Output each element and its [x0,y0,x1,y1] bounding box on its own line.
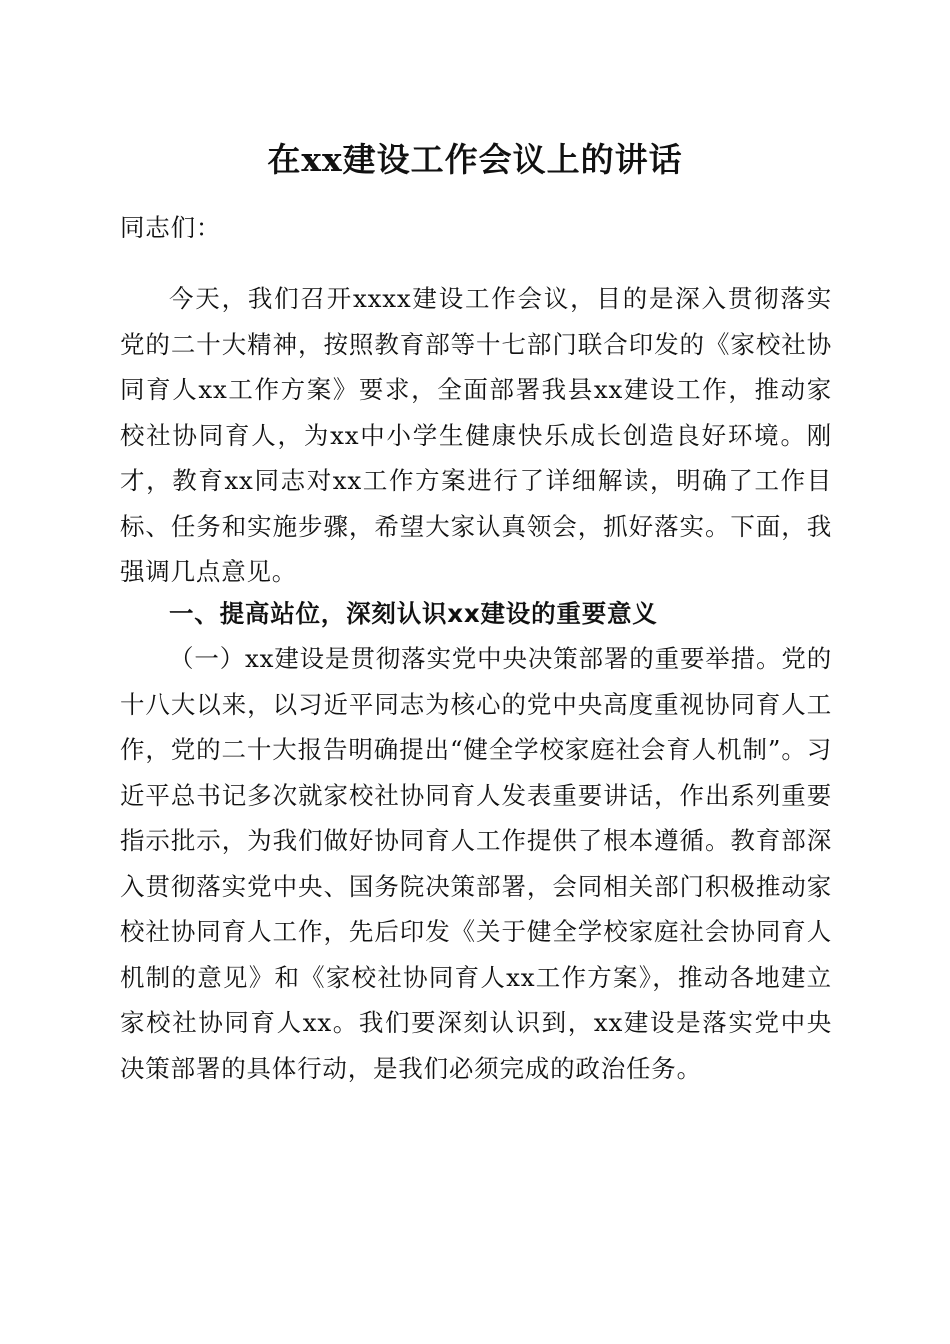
paragraph-intro: 今天，我们召开xxxx建设工作会议，目的是深入贯彻落实党的二十大精神，按照教育部等十七部门联合印发的《家校社协同育人xx工作方案》要求，全面部署我县xx建设工作，推动家校社协同育人，为xx中小学生健康快乐成长创造良好环境。刚才，教育xx同志对xx工作方案进行了详细解读，明确了工作目标、任务和实施步骤，希望大家认真领会，抓好落实。下面，我强调几点意见。 [120,284,832,586]
document-title: 在xx建设工作会议上的讲话 [267,140,683,179]
section-heading-1: 一、提高站位，深刻认识xx建设的重要意义 [169,599,658,628]
greeting: 同志们： [120,213,222,242]
paragraph-section-1-1: （一）xx建设是贯彻落实党中央决策部署的重要举措。党的十八大以来，以习近平同志为核心的党中央高度重视协同育人工作，党的二十大报告明确提出“健全学校家庭社会育人机制”。习近平总书记多次就家校社协同育人发表重要讲话，作出系列重要指示批示，为我们做好协同育人工作提供了根本遵循。教育部深入贯彻落实党中央、国务院决策部署，会同相关部门积极推动家校社协同育人工作，先后印发《关于健全学校家庭社会协同育人机制的意见》和《家校社协同育人xx工作方案》，推动各地建立家校社协同育人xx。我们要深刻认识到，xx建设是落实党中央决策部署的具体行动，是我们必须完成的政治任务。 [120,644,832,1083]
